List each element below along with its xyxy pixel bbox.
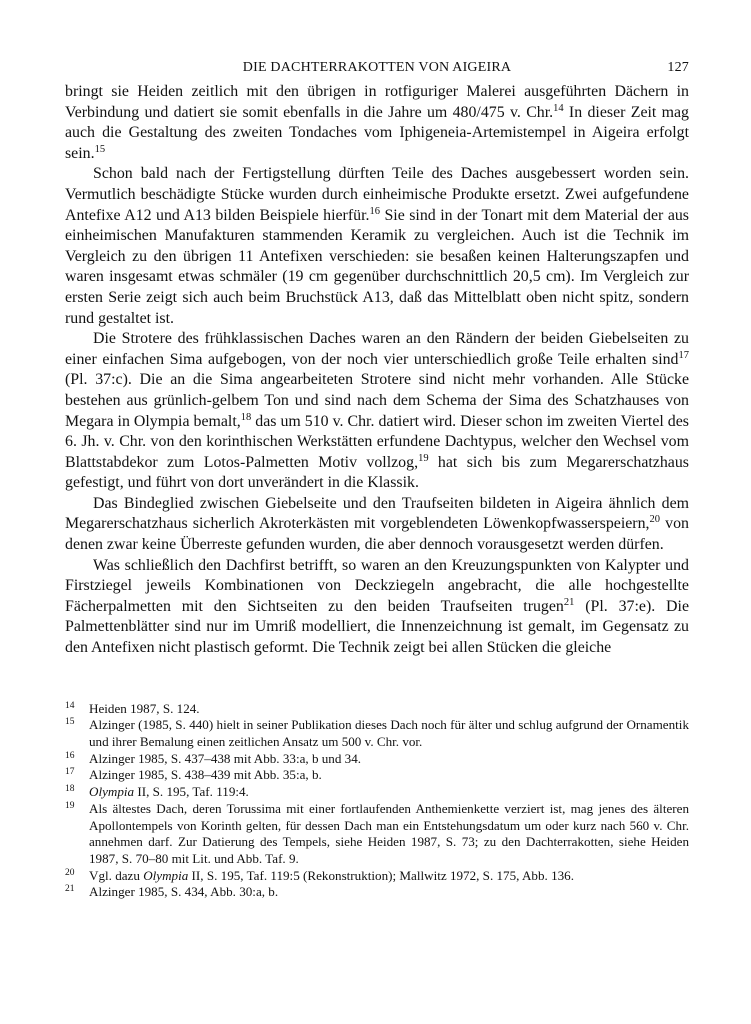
footnote-text xyxy=(89,884,689,901)
italic-text: Olympia xyxy=(143,867,189,883)
text-run: bringt sie Heiden zeitlich mit den übrigen in rotfiguriger Malerei ausgeführten Dächern in Verbindung und datiert sie somit ebenfalls in die Jahre um 480/475 v. Chr. xyxy=(65,83,689,121)
footnote-text xyxy=(89,801,689,868)
footnote-reference: 19 xyxy=(418,452,429,464)
footnote-reference: 15 xyxy=(94,143,106,155)
paragraph xyxy=(65,556,689,659)
text-run: (Pl. 37:c). Die an die Sima angearbeiteten Strotere sind nicht mehr vorhanden. Alle Stücke bestehen aus grünlich-gelbem Ton und sind nach dem Schema der Sima des Schatzhauses von Megara in Olympia bemalt, xyxy=(65,371,689,430)
text-run: Alzinger 1985, S. 438–439 mit Abb. 35:a, b. xyxy=(89,767,322,783)
text-run: Alzinger 1985, S. 437–438 mit Abb. 33:a, b und 34. xyxy=(89,750,362,766)
text-run: Als ältestes Dach, deren Torussima mit einer fortlaufenden Anthemienkette verziert ist, mag jenes des älteren Apollontempels von Korinth gelten, für dessen Dach man ein Entstehungsdatum um oder kurz nach 560 v. Chr. annehmen darf. Zur Datierung des Tempels, siehe Heiden 1987, S. 73; zu den Dachterrakotten, siehe Heiden 1987, S. 70–80 mit Lit. und Abb. Taf. 9. xyxy=(89,800,689,866)
paragraph xyxy=(65,82,689,164)
text-run: Alzinger 1985, S. 434, Abb. 30:a, b. xyxy=(89,884,279,900)
text-run: Heiden 1987, S. 124. xyxy=(89,700,200,716)
footnote-number: 16 xyxy=(65,750,75,761)
footnote xyxy=(65,751,689,768)
footnote-text xyxy=(89,751,689,768)
footnote xyxy=(65,868,689,885)
footnote xyxy=(65,701,689,718)
paragraph xyxy=(65,164,689,329)
footnote-reference: 16 xyxy=(369,205,380,217)
page-number: 127 xyxy=(667,60,689,75)
footnote-number: 15 xyxy=(65,717,75,728)
footnote-reference: 17 xyxy=(678,349,689,361)
text-run: II, S. 195, Taf. 119:5 (Rekonstruktion); Mallwitz 1972, S. 175, Abb. 136. xyxy=(188,867,574,883)
paragraph xyxy=(65,494,689,556)
footnote xyxy=(65,801,689,868)
footnote xyxy=(65,884,689,901)
footnote-text xyxy=(89,767,689,784)
text-run: Was schließlich den Dachfirst betrifft, so waren an den Kreuzungspunkten von Kalypter und Firstziegel jeweils Kombinationen von Deckziegeln angebracht, die alle hochgestellte Fächerpalmetten mit den Sichtseiten zu den beiden Traufseiten trugen xyxy=(65,556,689,615)
text-run: von denen zwar keine Überreste gefunden wurden, die aber dennoch vorausgesetzt werden dürfen. xyxy=(65,515,689,554)
footnote-reference: 21 xyxy=(563,596,575,608)
text-run: Vgl. dazu xyxy=(89,867,144,883)
footnote-number: 17 xyxy=(65,767,75,778)
footnote xyxy=(65,767,689,784)
page-header xyxy=(65,58,689,82)
text-run: Alzinger (1985, S. 440) hielt in seiner Publikation dieses Dach noch für älter und schlug aufgrund der Ornamentik und ihrer Bemalung einen zeitlichen Ansatz um 500 v. Chr. vor. xyxy=(89,717,689,750)
text-run: Schon bald nach der Fertigstellung dürften Teile des Daches ausgebessert worden sein. Vermutlich beschädigte Stücke wurden durch einheimische Produkte ersetzt. Zwei aufgefundene Antefixe A12 und A13 bilden Beispiele hierfür. xyxy=(65,165,689,224)
italic-text: Olympia xyxy=(89,784,135,800)
footnote-reference: 20 xyxy=(649,514,660,526)
text-run: In dieser Zeit mag auch die Gestaltung des zweiten Tondaches vom Iphigeneia-Artemistempel in Aigeira erfolgt sein. xyxy=(65,103,689,162)
footnote-text xyxy=(89,784,689,801)
footnote-number: 20 xyxy=(65,867,75,878)
footnote xyxy=(65,784,689,801)
text-run: Die Strotere des frühklassischen Daches waren an den Rändern der beiden Giebelseiten zu einer einfachen Sima aufgebogen, von der noch vier unterschiedlich große Teile erhalten sind xyxy=(65,330,689,368)
text-run: Sie sind in der Tonart mit dem Material der aus einheimischen Manufakturen stammenden Keramik zu vergleichen. Auch ist die Technik im Vergleich zu den übrigen 11 Antefixen verschieden: sie besaßen keinen Halterungszapfen und waren insgesamt etwas schmäler (19 cm gegenüber durchschnittlich 20,5 cm). Im Vergleich zur ersten Serie zeigt sich auch beim Bruchstück A13, daß das Mittelblatt oben nicht spitz, sondern rund gestaltet ist. xyxy=(65,206,689,327)
text-run: Das Bindeglied zwischen Giebelseite und den Traufseiten bildeten in Aigeira ähnlich dem Megarerschatzhaus sicherlich Akroterkästen mit vorgeblendeten Löwenkopfwasserspeiern, xyxy=(65,494,689,533)
text-run: (Pl. 37:e). Die Palmettenblätter sind nur im Umriß modelliert, die Innenzeichnung ist gemalt, im Gegensatz zu den Antefixen nicht plastisch geformt. Die Technik zeigt bei allen Stücken die gleiche xyxy=(65,597,689,657)
footnote xyxy=(65,717,689,750)
footnote-reference: 14 xyxy=(553,102,564,114)
footnote-number: 19 xyxy=(65,800,75,811)
footnote-text xyxy=(89,701,689,718)
footnote-number: 21 xyxy=(65,884,75,895)
text-run: das um 510 v. Chr. datiert wird. Dieser schon im zweiten Viertel des 6. Jh. v. Chr. von den korinthischen Werkstätten erfundene Dachtypus, welcher den Wechsel vom Blattstabdekor zum Lotos-Palmetten Motiv vollzog, xyxy=(65,412,689,471)
text-run: hat sich bis zum Megarerschatzhaus gefestigt, und führt von dort unverändert in die Klassik. xyxy=(65,453,689,492)
footnote-text xyxy=(89,868,689,885)
running-title: DIE DACHTERRAKOTTEN VON AIGEIRA xyxy=(242,60,512,75)
footnote-number: 18 xyxy=(65,784,75,795)
body-text xyxy=(65,82,689,659)
footnotes xyxy=(65,701,689,901)
text-run: II, S. 195, Taf. 119:4. xyxy=(134,784,249,800)
paragraph xyxy=(65,329,689,494)
footnote-number: 14 xyxy=(65,700,75,711)
footnote-text xyxy=(89,717,689,750)
footnote-reference: 18 xyxy=(240,411,252,423)
